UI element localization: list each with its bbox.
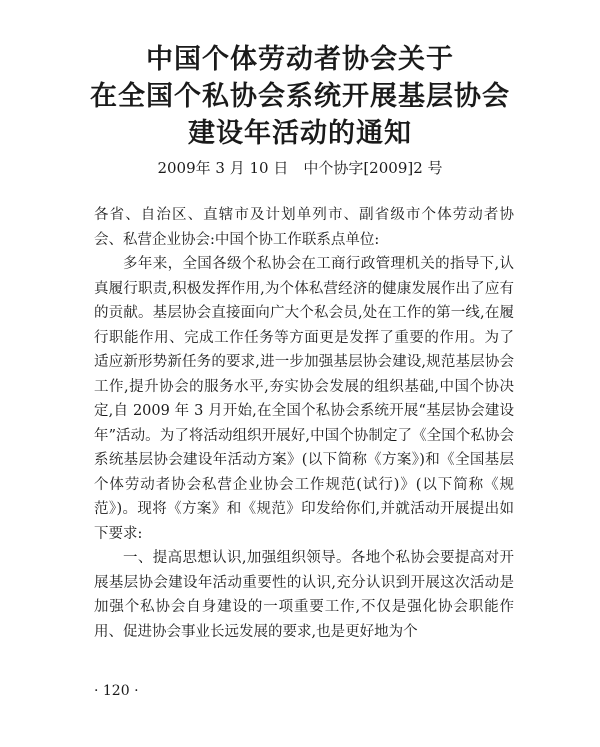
date-and-document-number: 2009年 3 月 10 日 中个协字[2009]2 号 [157, 159, 443, 177]
title-line-3: 建设年活动的通知 [188, 118, 412, 149]
paragraph-1: 多年来，全国各级个私协会在工商行政管理机关的指导下,认真履行职责,积极发挥作用,为个体私营经济的健康发展作出了应有的贡献。基层协会直接面向广大个私会员,处在工作的第一线,在履行职能作用、完成工作任务等方面更是发挥了重要的作用。为了适应新形势新任务的要求,进一步加强基层协会建设,规范基层协会工作,提升协会的服务水平,夯实协会发展的组织基础,中国个协决定,自 2009 年 3 月开始,在全国个私协会系统开展“基层协会建设年”活动。为了将活动组织开展好,中国个协制定了《全国个私协会系统基层协会建设年活动方案》(以下简称《方案》)和《全国基层个体劳动者协会私营企业协会工作规范(试行)》(以下简称《规范》)。现将《方案》和《规范》印发给你们,并就活动开展提出如下要求: [94, 256, 514, 542]
paragraph-2: 一、提高思想认识,加强组织领导。各地个私协会要提高对开展基层协会建设年活动重要性的认识,充分认识到开展这次活动是加强个私协会自身建设的一项重要工作,不仅是强化协会职能作用、促进协会事业长远发展的要求,也是更好地为个 [94, 550, 514, 640]
title-line-1: 中国个体劳动者协会关于 [146, 44, 454, 75]
title-line-2: 在全国个私协会系统开展基层协会 [90, 81, 510, 112]
salutation: 各省、自治区、直辖市及计划单列市、副省级市个体劳动者协会、私营企业协会:中国个协工作联系点单位: [94, 207, 514, 248]
page-number: · 120 · [94, 683, 139, 699]
body-text [94, 203, 514, 644]
